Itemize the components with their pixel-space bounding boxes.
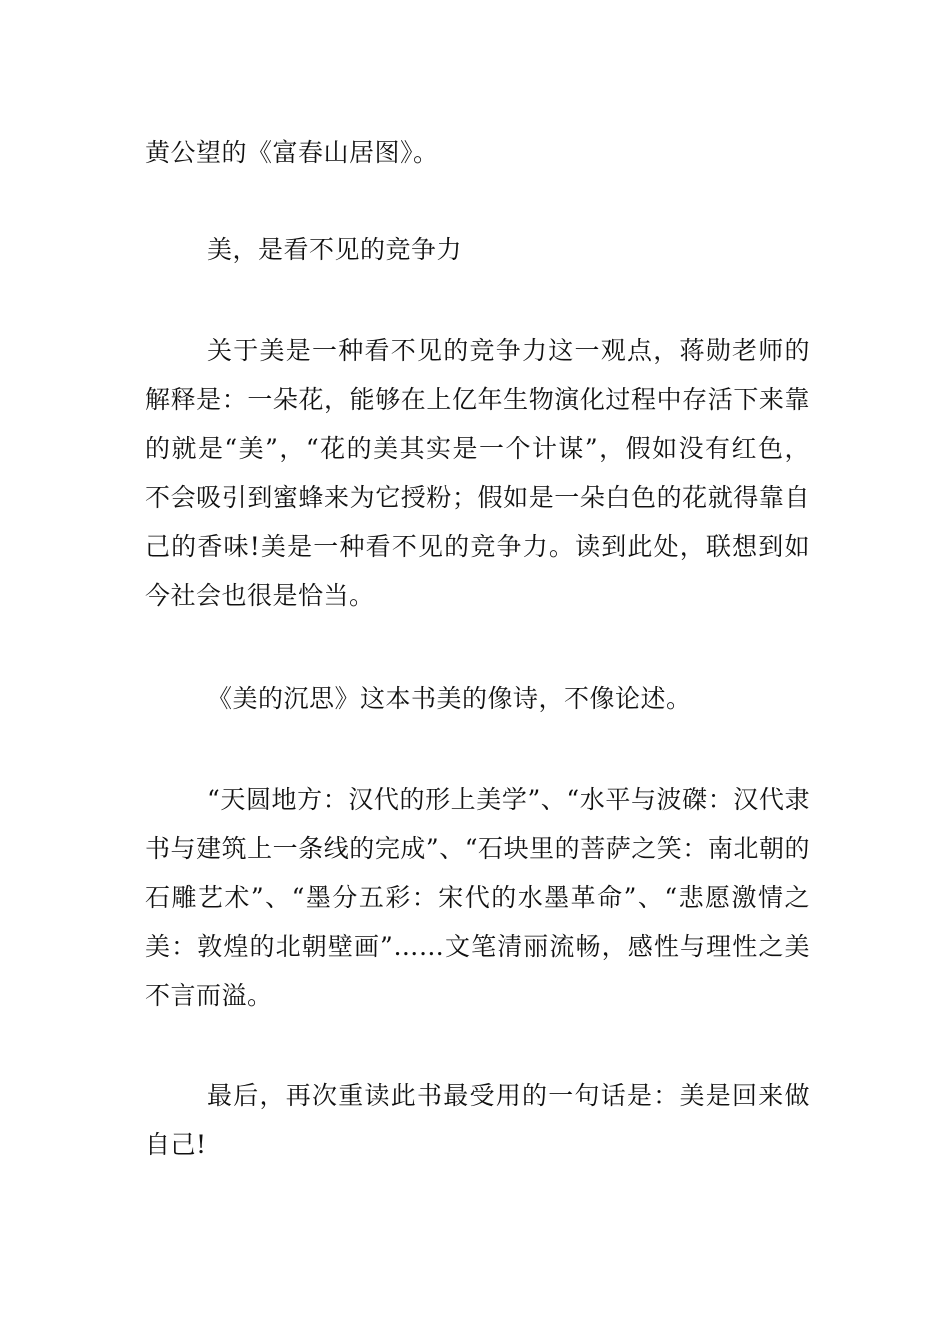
paragraph-body: 《美的沉思》这本书美的像诗，不像论述。: [207, 684, 692, 713]
paragraph-continuation: 黄公望的《富春山居图》。: [145, 138, 439, 167]
paragraph-body: 关于美是一种看不见的竞争力这一观点，蒋勋老师的解释是：一朵花，能够在上亿年生物演化过程中存活下来靠的就是“美”，“花的美其实是一个计谋”，假如没有红色，不会吸引到蜜蜂来为它授粉；假如是一朵白色的花就得靠自己的香味!美是一种看不见的竞争力。读到此处，联想到如今社会也很是恰当。: [145, 336, 810, 610]
paragraph-body: “天圆地方：汉代的形上美学”、“水平与波磔：汉代隶书与建筑上一条线的完成”、“石块里的菩萨之笑：南北朝的石雕艺术”、“墨分五彩：宋代的水墨革命”、“悲愿激情之美：敦煌的北朝壁画”……文笔清丽流畅，感性与理性之美不言而溢。: [145, 785, 810, 1010]
section-heading: 美，是看不见的竞争力: [207, 235, 463, 264]
paragraph-closing: 最后，再次重读此书最受用的一句话是：美是回来做自己!: [145, 1081, 810, 1159]
